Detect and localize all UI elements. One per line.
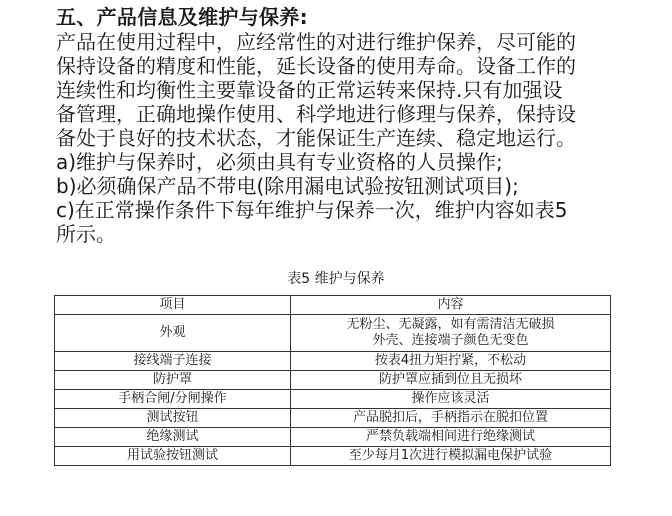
header-item: 项目	[55, 296, 291, 315]
list-item-a: a)维护与保养时，必须由具有专业资格的人员操作;	[56, 150, 503, 174]
table-row	[55, 447, 611, 466]
table-row	[55, 371, 611, 390]
row-item: 绝缘测试	[55, 428, 291, 447]
table-row	[55, 315, 611, 352]
row-item: 用试验按钮测试	[55, 447, 291, 466]
body-line: 连续性和均衡性主要靠设备的正常运转来保持.只有加强设	[56, 78, 563, 102]
section-heading: 五、产品信息及维护与保养:	[56, 5, 308, 29]
list-item-c: c)在正常操作条件下每年维护与保养一次，维护内容如表5	[56, 198, 568, 222]
row-content: 操作应该灵活	[291, 390, 611, 409]
row-content: 防护罩应插到位且无损坏	[291, 371, 611, 390]
row-content: 按表4扭力矩拧紧，不松动	[291, 352, 611, 371]
row-item: 防护罩	[55, 371, 291, 390]
row-content	[291, 315, 611, 352]
row-item: 测试按钮	[55, 409, 291, 428]
row-content-line: 无粉尘、无凝露，如有需清洁无破损	[346, 317, 555, 332]
table-row	[55, 409, 611, 428]
table-header-row	[55, 296, 611, 315]
row-item: 手柄合闸/分闸操作	[55, 390, 291, 409]
table-row	[55, 352, 611, 371]
list-item-b: b)必须确保产品不带电(除用漏电试验按钮测试项目);	[56, 174, 519, 198]
list-item-c-continued: 所示。	[56, 222, 116, 246]
row-item: 接线端子连接	[55, 352, 291, 371]
body-line: 备处于良好的技术状态，才能保证生产连续、稳定地运行。	[56, 126, 576, 150]
row-content: 产品脱扣后，手柄指示在脱扣位置	[291, 409, 611, 428]
row-content: 严禁负载端相间进行绝缘测试	[291, 428, 611, 447]
body-line: 产品在使用过程中，应经常性的对进行维护保养，尽可能的	[56, 30, 576, 54]
body-line: 备管理，正确地操作使用、科学地进行修理与保养，保持设	[56, 102, 576, 126]
table-row	[55, 428, 611, 447]
row-item: 外观	[55, 315, 291, 352]
row-content: 至少每月1次进行模拟漏电保护试验	[291, 447, 611, 466]
maintenance-table	[54, 295, 611, 466]
header-content: 内容	[291, 296, 611, 315]
section-body	[56, 30, 622, 246]
table-caption: 表5 维护与保养	[287, 271, 385, 287]
row-content-line: 外壳、连接端子颜色无变色	[372, 333, 529, 348]
table-row	[55, 390, 611, 409]
body-line: 保持设备的精度和性能，延长设备的使用寿命。设备工作的	[56, 54, 576, 78]
